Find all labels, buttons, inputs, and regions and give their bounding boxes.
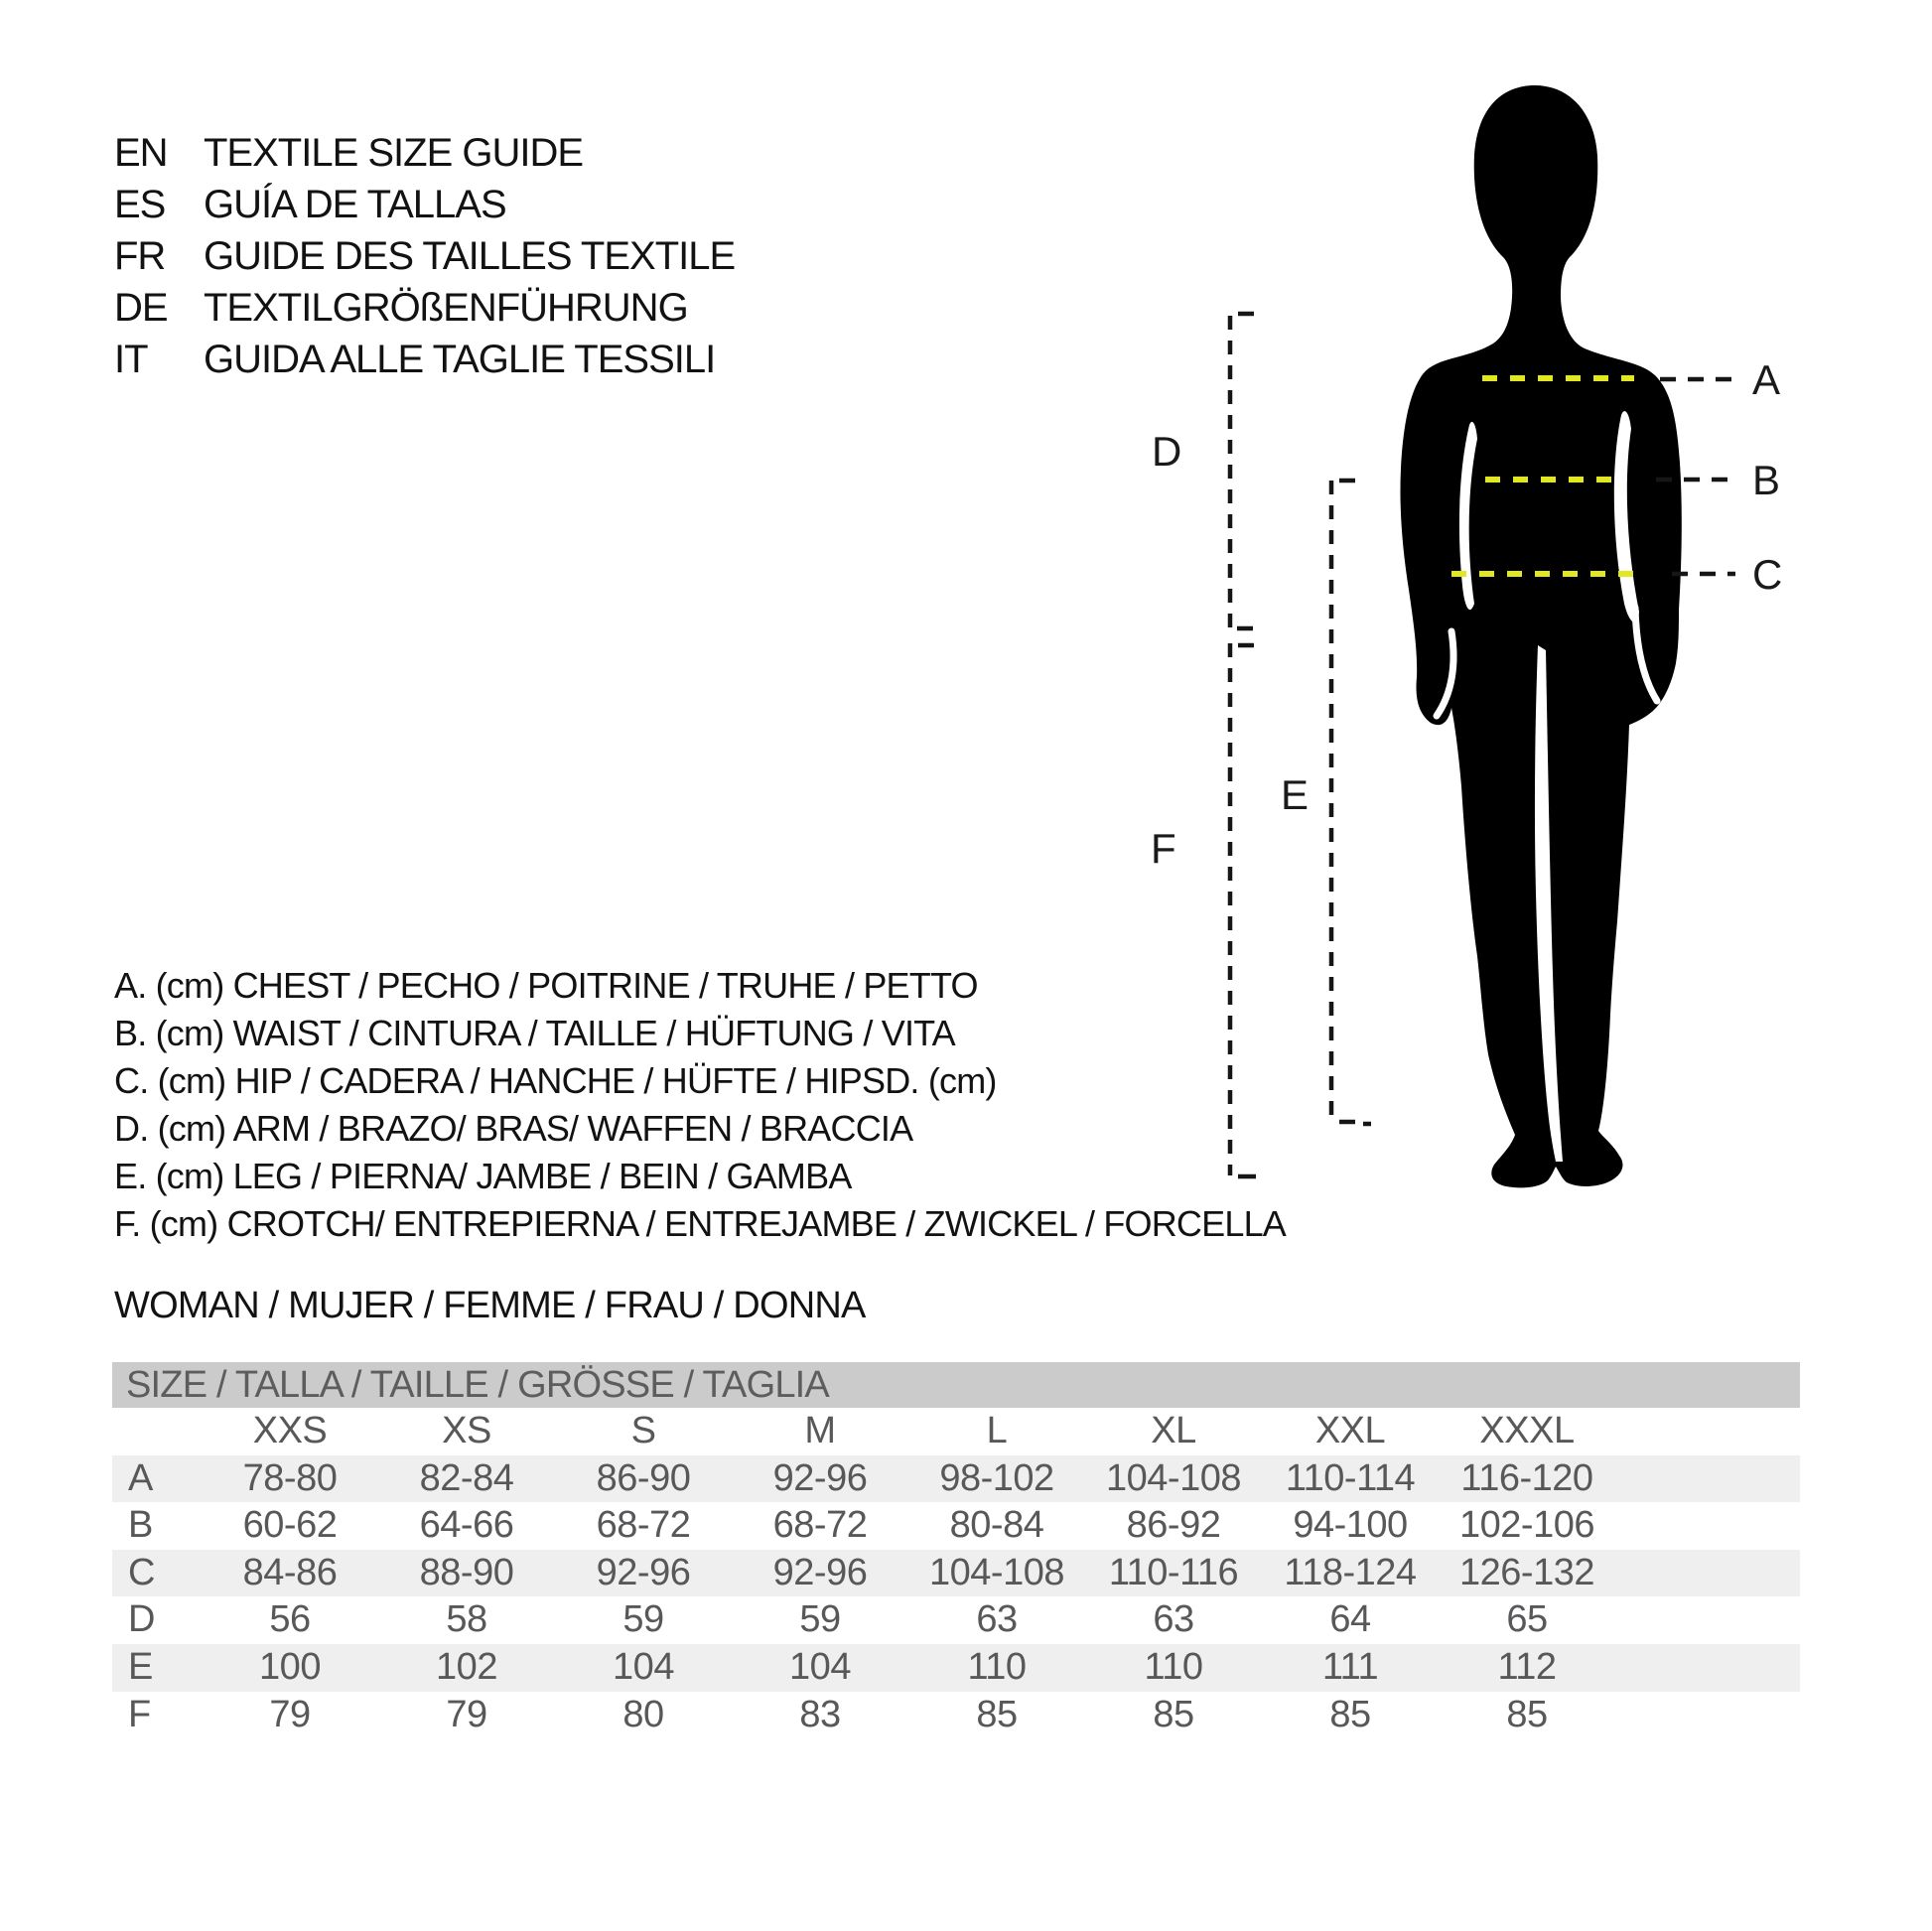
- table-cell: 110-114: [1285, 1456, 1416, 1499]
- language-code: DE: [114, 286, 168, 330]
- row-label: E: [128, 1645, 153, 1688]
- table-cell: 85: [1506, 1693, 1548, 1735]
- row-filler: [1615, 1644, 1800, 1692]
- table-cell: 104: [613, 1645, 674, 1688]
- language-code: EN: [114, 131, 168, 175]
- row-label: F: [128, 1693, 151, 1735]
- table-cell: 84-86: [242, 1551, 338, 1593]
- table-cell: 79: [269, 1693, 311, 1735]
- table-cell: 102: [436, 1645, 497, 1688]
- table-cell: 126-132: [1459, 1551, 1594, 1593]
- table-cell: 104-108: [1106, 1456, 1241, 1499]
- leg-label: E: [1281, 771, 1310, 818]
- table-cell: 80: [622, 1693, 664, 1735]
- row-filler: [1615, 1692, 1800, 1739]
- table-cell: 80-84: [949, 1504, 1044, 1547]
- legend-line-hip: C. (cm) HIP / CADERA / HANCHE / HÜFTE / HIPSD. (cm): [114, 1060, 997, 1101]
- size-row-spacer: [112, 1408, 202, 1455]
- size-column-header: L: [986, 1410, 1008, 1451]
- legend-line-crotch: F. (cm) CROTCH/ ENTREPIERNA / ENTREJAMBE / ZWICKEL / FORCELLA: [114, 1203, 1286, 1244]
- table-cell: 59: [622, 1598, 664, 1641]
- table-cell: 110-116: [1108, 1551, 1239, 1593]
- arm-label: D: [1152, 428, 1182, 475]
- table-row-F: [112, 1692, 1800, 1739]
- table-cell: 82-84: [419, 1456, 514, 1499]
- table-cell: 64-66: [419, 1504, 514, 1547]
- measurement-legend: [114, 962, 1286, 1248]
- table-cell: 58: [446, 1598, 487, 1641]
- table-cell: 88-90: [419, 1551, 514, 1593]
- table-cell: 85: [976, 1693, 1018, 1735]
- legend-line-waist: B. (cm) WAIST / CINTURA / TAILLE / HÜFTUNG / VITA: [114, 1013, 955, 1053]
- table-cell: 63: [976, 1598, 1018, 1641]
- language-title: GUÍA DE TALLAS: [204, 183, 506, 226]
- table-cell: 86-92: [1126, 1504, 1221, 1547]
- table-cell: 92-96: [772, 1456, 868, 1499]
- table-cell: 78-80: [242, 1456, 338, 1499]
- table-row-C: [112, 1550, 1800, 1597]
- row-filler: [1615, 1596, 1800, 1644]
- table-cell: 100: [259, 1645, 321, 1688]
- waist-label: B: [1752, 457, 1781, 503]
- language-title: TEXTILE SIZE GUIDE: [204, 131, 584, 175]
- language-code: ES: [114, 183, 166, 226]
- table-cell: 94-100: [1293, 1504, 1408, 1547]
- table-cell: 86-90: [596, 1456, 691, 1499]
- table-header-bar: [112, 1362, 1800, 1408]
- table-cell: 68-72: [772, 1504, 868, 1547]
- hip-label: C: [1752, 551, 1783, 598]
- size-column-header: S: [630, 1410, 656, 1451]
- table-cell: 118-124: [1284, 1551, 1417, 1593]
- table-cell: 63: [1153, 1598, 1194, 1641]
- row-label: D: [128, 1598, 155, 1641]
- table-cell: 92-96: [596, 1551, 691, 1593]
- table-cell: 92-96: [772, 1551, 868, 1593]
- table-cell: 110: [1144, 1645, 1203, 1688]
- row-label: B: [128, 1504, 153, 1547]
- language-title: TEXTILGRÖßENFÜHRUNG: [204, 286, 688, 330]
- table-row-A: [112, 1455, 1800, 1503]
- row-label: A: [128, 1456, 153, 1499]
- legend-line-arm: D. (cm) ARM / BRAZO/ BRAS/ WAFFEN / BRACCIA: [114, 1108, 913, 1149]
- table-cell: 64: [1329, 1598, 1371, 1641]
- table-cell: 116-120: [1460, 1456, 1593, 1499]
- woman-heading: WOMAN / MUJER / FEMME / FRAU / DONNA: [114, 1285, 866, 1326]
- size-table: [112, 1362, 1800, 1738]
- chest-label: A: [1752, 356, 1781, 403]
- size-column-header: XS: [442, 1410, 491, 1451]
- table-row-E: [112, 1644, 1800, 1692]
- table-cell: 85: [1153, 1693, 1194, 1735]
- table-cell: 60-62: [242, 1504, 338, 1547]
- size-column-header: XXXL: [1479, 1410, 1575, 1451]
- size-column-header: M: [804, 1410, 836, 1451]
- row-label: C: [128, 1551, 155, 1593]
- size-column-header: XXS: [252, 1410, 328, 1451]
- table-cell: 56: [269, 1598, 311, 1641]
- table-cell: 79: [446, 1693, 487, 1735]
- table-cell: 68-72: [596, 1504, 691, 1547]
- legend-line-leg: E. (cm) LEG / PIERNA/ JAMBE / BEIN / GAMBA: [114, 1156, 852, 1196]
- table-cell: 111: [1321, 1645, 1379, 1688]
- table-size-row: [112, 1408, 1800, 1455]
- size-column-header: XXL: [1314, 1410, 1386, 1451]
- row-filler: [1615, 1408, 1800, 1455]
- row-filler: [1615, 1502, 1800, 1550]
- table-cell: 98-102: [939, 1456, 1054, 1499]
- language-title: GUIDE DES TAILLES TEXTILE: [204, 234, 736, 278]
- table-cell: 85: [1329, 1693, 1371, 1735]
- table-row-B: [112, 1502, 1800, 1550]
- row-filler: [1615, 1455, 1800, 1503]
- table-cell: 112: [1497, 1645, 1557, 1688]
- crotch-label: F: [1151, 825, 1176, 872]
- language-code: IT: [114, 338, 148, 381]
- table-cell: 83: [799, 1693, 841, 1735]
- table-cell: 102-106: [1459, 1504, 1594, 1547]
- table-cell: 65: [1506, 1598, 1548, 1641]
- language-title: GUIDA ALLE TAGLIE TESSILI: [204, 338, 716, 381]
- table-cell: 104-108: [929, 1551, 1064, 1593]
- table-header-title: SIZE / TALLA / TAILLE / GRÖSSE / TAGLIA: [126, 1364, 829, 1406]
- table-cell: 59: [799, 1598, 841, 1641]
- row-filler: [1615, 1550, 1800, 1597]
- table-row-D: [112, 1596, 1800, 1644]
- size-column-header: XL: [1151, 1410, 1196, 1451]
- table-cell: 110: [967, 1645, 1027, 1688]
- table-body: [112, 1455, 1800, 1739]
- language-code: FR: [114, 234, 166, 278]
- table-cell: 104: [789, 1645, 851, 1688]
- legend-line-chest: A. (cm) CHEST / PECHO / POITRINE / TRUHE / PETTO: [114, 965, 978, 1006]
